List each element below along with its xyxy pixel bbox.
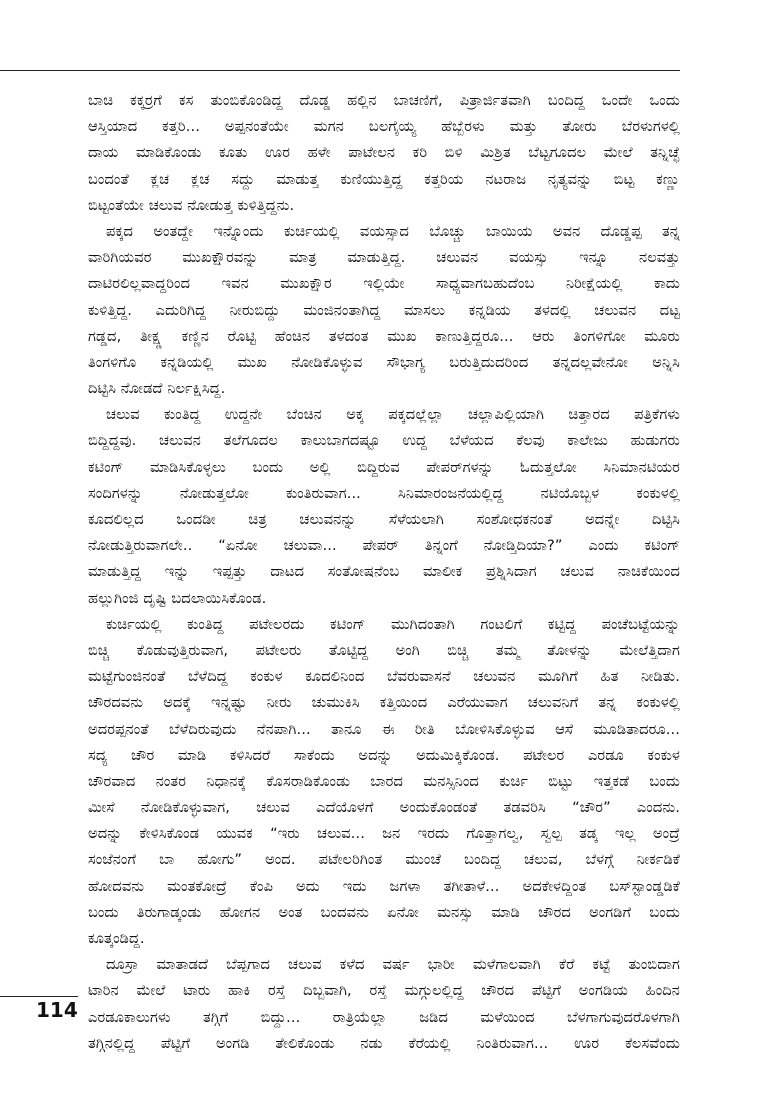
text-line: ಬಿಚ್ಚಿ ಕೊಡುವುತ್ತಿರುವಾಗ, ಪಟೇಲರು ತೊಟ್ಟಿದ್ದ ಅಂಗಿ ಬಿಚ್ಚಿ ತಮ್ಮ ತೋಳನ್ನು ಮೇಲೆತ್ತಿದಾಗ [88, 641, 680, 659]
text-line: ಎರಡೂಕಾಲುಗಳು ತಗ್ಗಿಗೆ ಬಿದ್ದು... ರಾತ್ರಿಯೆಲ್ಲಾ ಜಡಿದ ಮಳೆಯಿಂದ ಬೆಳಗಾಗುವುದರೊಳಗಾಗಿ [88, 1008, 680, 1026]
text-line: ದಿಟ್ಟಿಸಿ ನೋಡದೆ ನಿರ್ಲಕ್ಷಿಸಿದ್ದ. [88, 380, 226, 398]
text-line: ಕುರ್ಚಿಯಲ್ಲಿ ಕುಂತಿದ್ದ ಪಟೇಲರದು ಕಟಿಂಗ್ ಮುಗಿದಂತಾಗಿ ಗಂಟಲಿಗೆ ಕಟ್ಟಿದ್ದ ಪಂಚೆಬಟ್ಟೆಯನ್ನು [106, 615, 680, 633]
page-number-rule [0, 996, 78, 997]
text-line: ಅದನ್ನು ಕೇಳಿಸಿಕೊಂಡ ಯುವಕ “ಇರು ಚಲುವ... ಜನ ಇರದು ಗೊತ್ತಾಗಲ್ವ, ಸ್ವಲ್ಪ ತಡ್ಕ ಇಲ್ಲ ಅಂದ್ರೆ [88, 825, 680, 843]
text-line: ಸದ್ಯ ಚೌರ ಮಾಡಿ ಕಳಿಸಿದರೆ ಸಾಕೆಂದು ಅದನ್ನು ಅದುಮಿಕ್ಕಿಕೊಂಡ. ಪಟೇಲರ ಎರಡೂ ಕಂಕುಳ [88, 746, 680, 764]
text-line: ಮೀಸೆ ನೋಡಿಕೊಳ್ಳುವಾಗ, ಚಲುವ ಎದೆಯೊಳಗೆ ಅಂದುಕೊಂಡಂತೆ ತಡವರಿಸಿ “ಚೌರ” ಎಂದನು. [88, 799, 680, 817]
text-line: ಬಿದ್ದಿದ್ದವು. ಚಲುವನ ತಲೆಗೂದಲ ಕಾಲುಬಾಗದಷ್ಟೂ ಉದ್ದ ಬೆಳೆಯದ ಕೆಲವು ಕಾಲೇಜು ಹುಡುಗರು [88, 432, 680, 450]
text-line: ದಾಯ ಮಾಡಿಕೊಂಡು ಕೂತು ಊರ ಹಳೇ ಪಾಟೇಲನ ಕರಿ ಬಿಳಿ ಮಿಶ್ರಿತ ಬೆಟ್ಟಗೂದಲ ಮೇಲೆ ತನ್ನಿಚ್ಛೆ [88, 144, 680, 162]
text-line: ಸಂದಿಗಳನ್ನು ನೋಡುತ್ತಲೋ ಕುಂತಿರುವಾಗ... ಸಿನಿಮಾರಂಜನೆಯಲ್ಲಿದ್ದ ನಟಿಯೊಬ್ಬಳ ಕಂಕುಳಲ್ಲಿ [88, 484, 680, 502]
text-line: ಚಲುವ ಕುಂತಿದ್ದ ಉದ್ದನೇ ಬೆಂಚಿನ ಅಕ್ಕ ಪಕ್ಕದಲ್ಲೆಲ್ಲಾ ಚಲ್ಲಾಪಿಲ್ಲಿಯಾಗಿ ಚಿತ್ತಾರದ ಪತ್ರಿಕೆಗಳು [106, 406, 680, 424]
text-line: ಕೂತ್ಕಂಡಿದ್ದ. [88, 930, 145, 947]
text-line: ಚೌರದವನು ಅದಕ್ಕೆ ಇನ್ನಷ್ಟು ನೀರು ಚುಮುಕಿಸಿ ಕತ್ತಿಯಿಂದ ಎರೆಯುವಾಗ ಚಲುವನಿಗೆ ತನ್ನ ಕಂಕುಳಲ್ಲಿ [88, 694, 680, 712]
paragraph-4 [88, 612, 680, 952]
text-line: ಸಂಜೆನಂಗೆ ಬಾ ಹೋಗು” ಅಂದ. ಪಟೇಲರಿಗಿಂತ ಮುಂಚೆ ಬಂದಿದ್ದ ಚಲುವ, ಬೆಳಗ್ಗೆ ನೀರ್ಕಡಿಕೆ [88, 851, 680, 869]
text-line: ಟಾರಿನ ಮೇಲೆ ಟಾರು ಹಾಕಿ ರಸ್ತೆ ದಿಬ್ಬವಾಗಿ, ರಸ್ತೆ ಮಗ್ಗುಲಲ್ಲಿದ್ದ ಚೌರದ ಪೆಟ್ಟಿಗೆ ಅಂಗಡಿಯ ಹಿಂದಿನ [88, 982, 680, 1000]
text-line: ಮಾಡುತ್ತಿದ್ದ ಇನ್ನು ಇಪ್ಪತ್ತು ದಾಟದ ಸಂತೋಷನೆಂಬ ಮಾಲೀಕ ಪ್ರಶ್ನಿಸಿದಾಗ ಚಲುವ ನಾಚಿಕೆಯಿಂದ [88, 563, 680, 581]
text-line: ಗಡ್ಡದ, ತೀಕ್ಷ್ಣ ಕಣ್ಣಿನ ರೊಟ್ಟಿ ಹೆಂಚಿನ ತಳದಂತ ಮುಖ ಕಾಣುತ್ತಿದ್ದರೂ... ಆರು ತಿಂಗಳಿಗೋ ಮೂರು [88, 327, 680, 345]
text-line: ದೂಸ್ರಾ ಮಾತಾಡದೆ ಬೆಪ್ಪಗಾದ ಚಲುವ ಕಳೆದ ವರ್ಷ ಭಾರೀ ಮಳೆಗಾಲವಾಗಿ ಕೆರೆ ಕಟ್ಟೆ ತುಂಬಿದಾಗ [106, 956, 680, 974]
text-line: ದಾಟಿರಲಿಲ್ಲವಾದ್ದರಿಂದ ಇವನ ಮುಖಕ್ಷೌರ ಇಲ್ಲಿಯೇ ಸಾಧ್ಯವಾಗಬಹುದೆಂಬ ನಿರೀಕ್ಷೆಯಲ್ಲಿ ಕಾದು [88, 275, 680, 293]
text-line: ಬಂದಂತೆ ಕ್ಲಚ ಕ್ಲಚ ಸದ್ದು ಮಾಡುತ್ತ ಕುಣಿಯುತ್ತಿದ್ದ ಕತ್ತರಿಯ ನಟರಾಜ ನೃತ್ಯವನ್ನು ಬಿಟ್ಟ ಕಣ್ಣು [88, 170, 680, 188]
text-line: ಆಸ್ತಿಯಾದ ಕತ್ತರಿ... ಅಪ್ಪನಂತೆಯೇ ಮಗನ ಬಲಗೈಯ್ಯ ಹೆಬ್ಬೆರಳು ಮತ್ತು ತೋರು ಬೆರಳುಗಳಲ್ಲಿ [88, 118, 680, 136]
text-line: ಕುಳಿತ್ತಿದ್ದ. ಎದುರಿಗಿದ್ದ ನೀರುಬಿದ್ದು ಮಂಜಿನಂತಾಗಿದ್ದ ಮಾಸಲು ಕನ್ನಡಿಯ ತಳದಲ್ಲಿ ಚಲುವನ ದಟ್ಟ [88, 301, 680, 319]
text-line: ಕಟಿಂಗ್ ಮಾಡಿಸಿಕೊಳ್ಳಲು ಬಂದು ಅಲ್ಲಿ ಬಿದ್ದಿರುವ ಪೇಪರ್‌ಗಳನ್ನು ಓದುತ್ತಲೋ ಸಿನಿಮಾನಟಿಯರ [88, 458, 680, 476]
page-number: 114 [36, 998, 78, 1022]
text-line: ಬಂದು ತಿರುಗಾಡ್ಕಂಡು ಹೋಗನ ಅಂತ ಬಂದವನು ಏನೋ ಮನಸ್ಸು ಮಾಡಿ ಚೌರದ ಅಂಗಡಿಗೆ ಬಂದು [88, 903, 680, 921]
text-line: ಅದರಪ್ಪನಂತೆ ಬೆಳೆದಿರುವುದು ನೆನಪಾಗಿ... ತಾನೂ ಈ ರೀತಿ ಬೋಳಿಸಿಕೊಳ್ಳುವ ಆಸೆ ಮೂಡಿತಾದರೂ... [88, 720, 680, 738]
text-line: ಹೋದವನು ಮಂತಕೋದ್ರೆ ಕೆಂಪಿ ಅದು ಇದು ಜಗಳಾ ತಗೀತಾಳೆ... ಅದಕೇಳದ್ದಿಂತ ಬಸ್‌ಸ್ಟಾಂಡ್ಡಡಿಕೆ [88, 877, 680, 895]
text-line: ಪಕ್ಕದ ಅಂತದ್ದೇ ಇನ್ನೊಂದು ಕುರ್ಚಿಯಲ್ಲಿ ವಯಸ್ಸಾದ ಬೊಚ್ಚು ಬಾಯಿಯ ಅವನ ದೊಡ್ಡಪ್ಪ ತನ್ನ [106, 222, 680, 240]
body-text [88, 88, 680, 1057]
paragraph-5 [88, 952, 680, 1057]
text-line: ನೋಡುತ್ತಿರುವಾಗಲೇ.. “ಏನೋ ಚಲುವಾ... ಪೇಪರ್ ತಿನ್ನಂಗೆ ನೋಡ್ತಿದಿಯಾ?” ಎಂದು ಕಟಿಂಗ್ [88, 537, 680, 555]
text-line: ಹಲ್ಲುಗಿಂಜಿ ದೃಷ್ಟಿ ಬದಲಾಯಿಸಿಕೊಂಡ. [88, 589, 267, 607]
paragraph-3 [88, 402, 680, 612]
text-line: ಚೌರವಾದ ನಂತರ ನಿಧಾನಕ್ಕೆ ಕೊಸರಾಡಿಕೊಂಡು ಬಾರದ ಮನಸ್ಸಿನಿಂದ ಕುರ್ಚಿ ಬಿಟ್ಟು ಇತ್ತಕಡೆ ಬಂದು [88, 772, 680, 790]
text-line: ತಿಂಗಳಿಗೊ ಕನ್ನಡಿಯಲ್ಲಿ ಮುಖ ನೋಡಿಕೊಳ್ಳುವ ಸೌಭಾಗ್ಯ ಬರುತ್ತಿದುದರಿಂದ ತನ್ನದಲ್ಲವೇನೋ ಅನ್ನಿಸಿ [88, 353, 680, 371]
top-rule [0, 70, 680, 71]
text-line: ವಾರಿಗಿಯವರ ಮುಖಕ್ಷೌರವನ್ನು ಮಾತ್ರ ಮಾಡುತ್ತಿದ್ದ. ಚಲುವನ ವಯಸ್ಸು ಇನ್ನೂ ನಲವತ್ತು [88, 249, 680, 267]
text-line: ಬಿಟ್ಟಂತೆಯೇ ಚಲುವ ನೋಡುತ್ತ ಕುಳಿತ್ತಿದ್ದನು. [88, 196, 295, 214]
text-line: ಮಟ್ಟೆಗುಂಜಿನಂತೆ ಬೆಳೆದಿದ್ದ ಕಂಕುಳ ಕೂದಲಿನಿಂದ ಬೆವರುವಾಸನೆ ಚಲುವನ ಮೂಗಿಗೆ ಹಿತ ನೀಡಿತು. [88, 668, 680, 686]
text-line: ಕೂದಲಿಲ್ಲದ ಒಂದಡೀ ಚಿತ್ರ ಚಲುವನನ್ನು ಸೆಳೆಯಲಾಗಿ ಸಂಶೋಧಕನಂತೆ ಅದನ್ನೇ ದಿಟ್ಟಿಸಿ [88, 511, 680, 528]
text-line: ಬಾಚಿ ಕಕ್ಕರ್ರಗೆ ಕಸ ತುಂಬಿಕೊಂಡಿದ್ದ ದೊಡ್ಡ ಹಲ್ಲಿನ ಬಾಚಣಿಗೆ, ಪಿತ್ರಾರ್ಜಿತವಾಗಿ ಬಂದಿದ್ದ ಒಂದೇ ಒಂದು [88, 92, 680, 109]
paragraph-2 [88, 219, 680, 402]
paragraph-1 [88, 88, 680, 219]
text-line: ತಗ್ಗಿನಲ್ಲಿದ್ದ ಪೆಟ್ಟಿಗೆ ಅಂಗಡಿ ತೇಲಿಕೊಂಡು ನಡು ಕೆರೆಯಲ್ಲಿ ನಿಂತಿರುವಾಗ... ಊರ ಕೆಲಸವೆಂದು [88, 1034, 680, 1052]
